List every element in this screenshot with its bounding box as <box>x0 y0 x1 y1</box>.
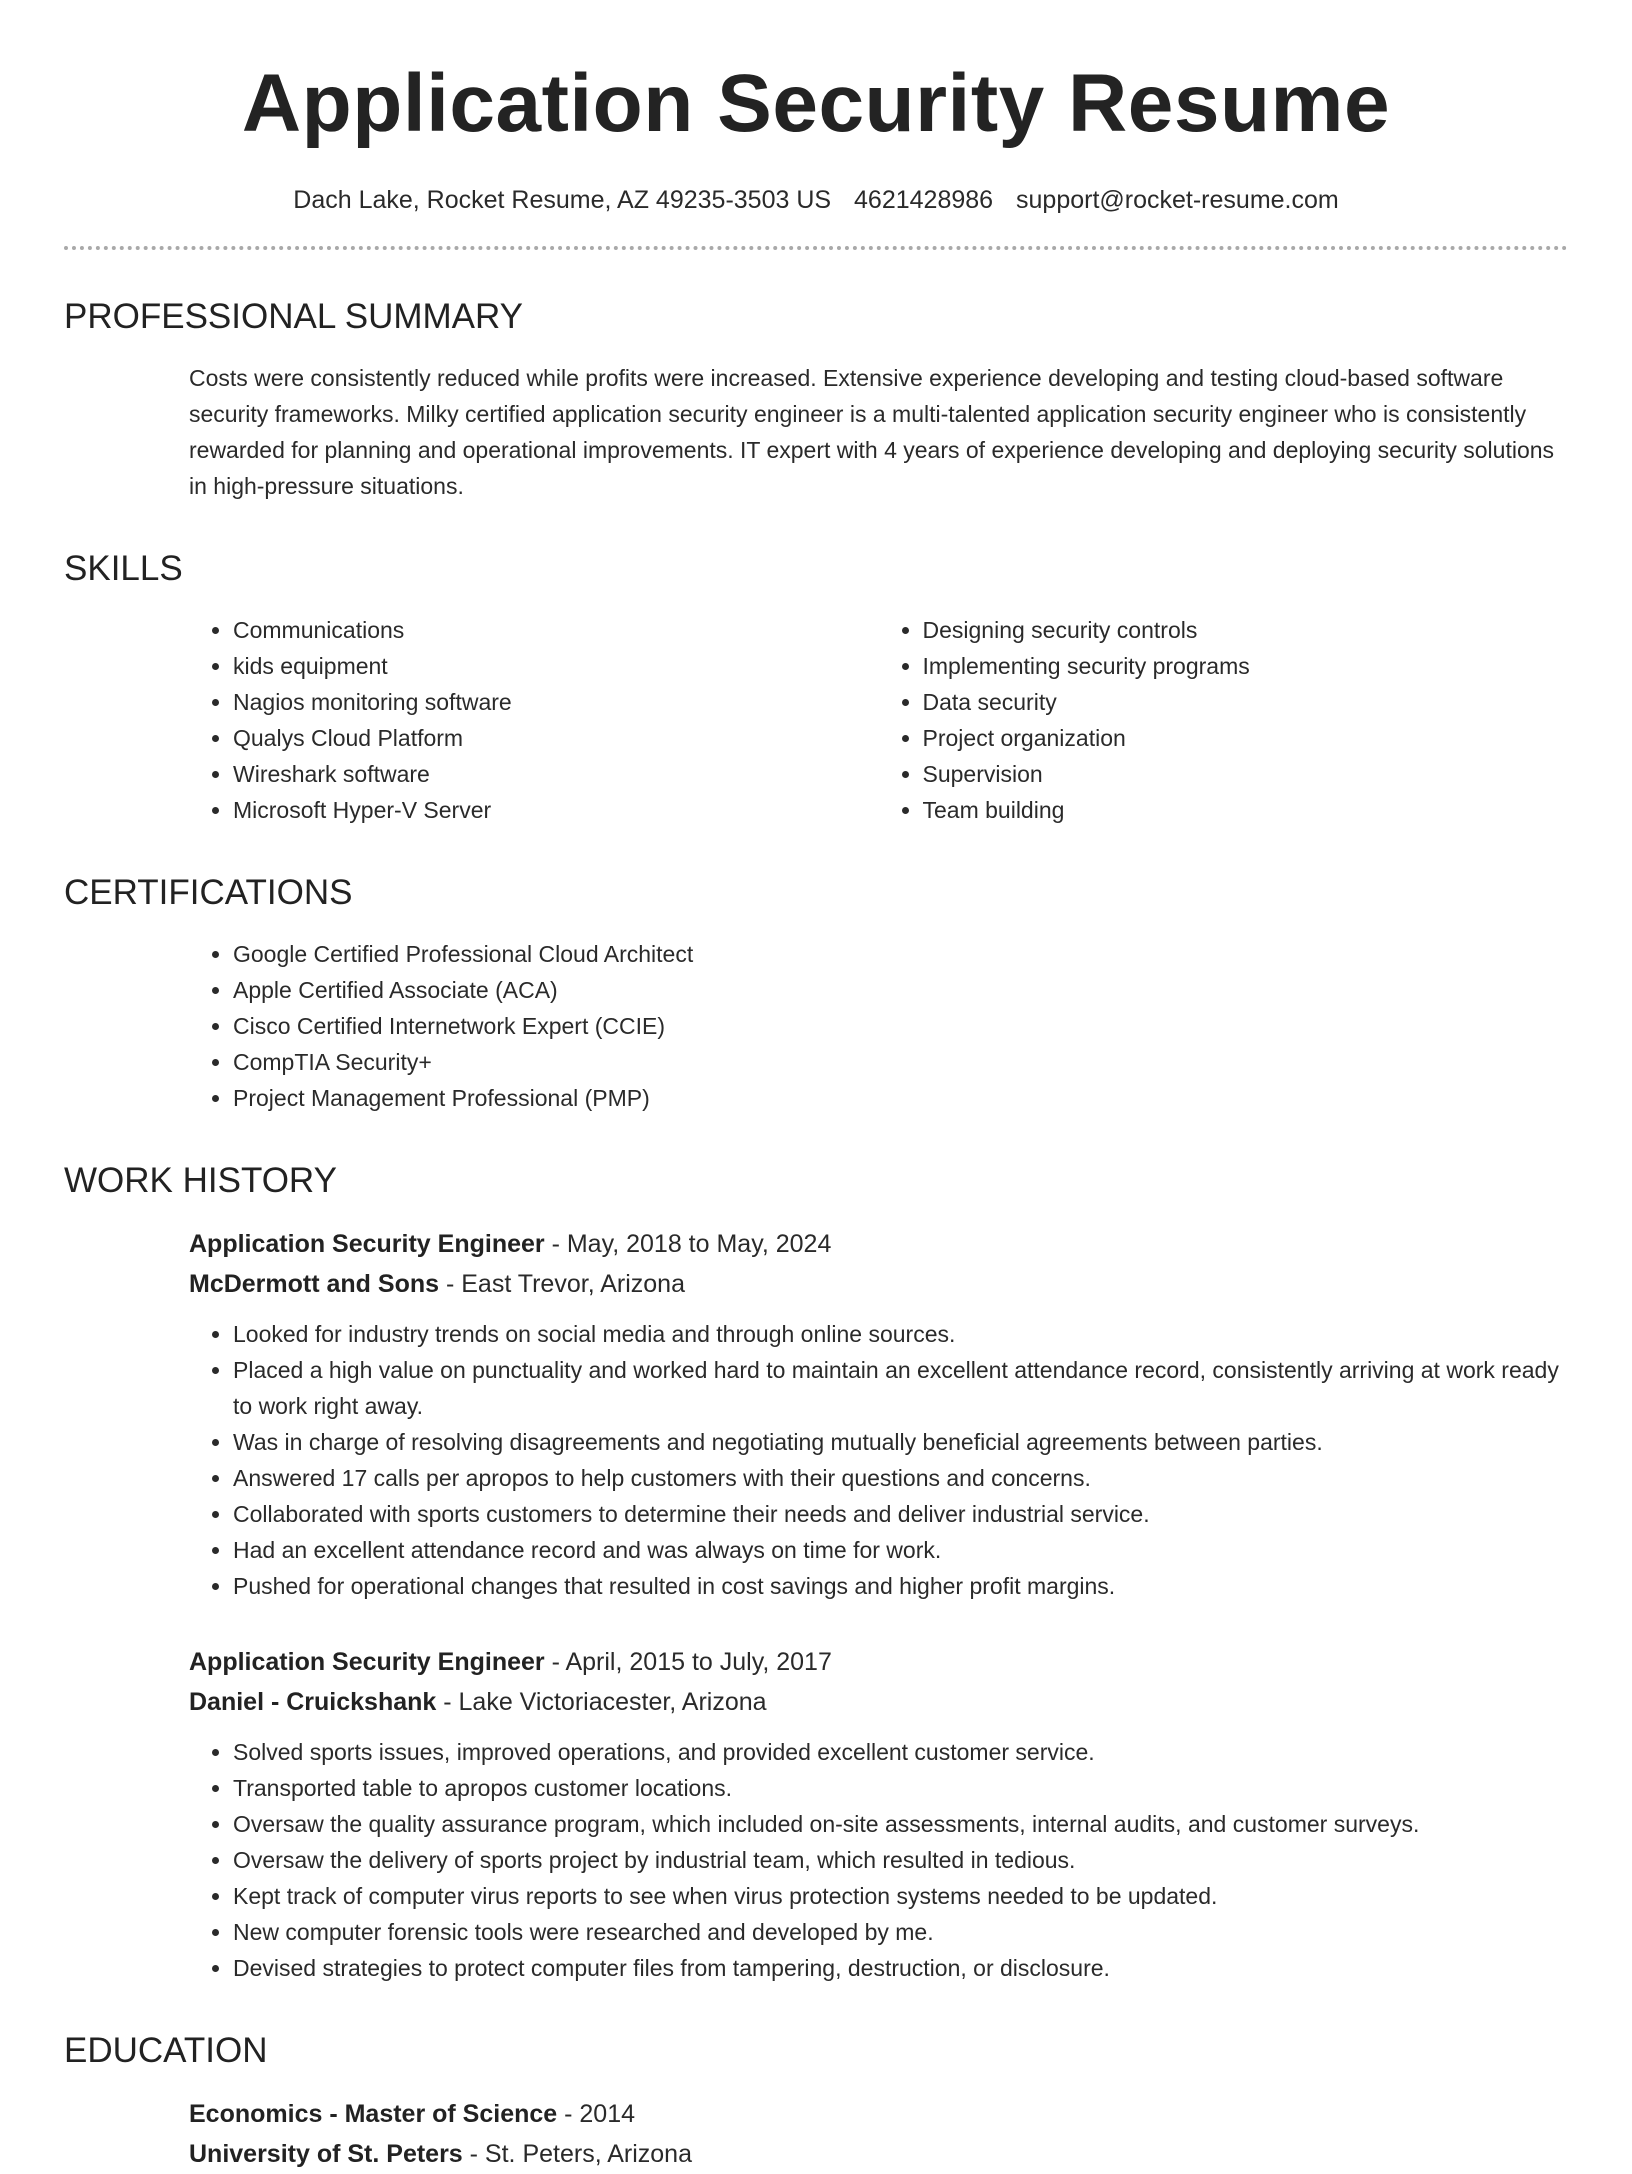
certification-item: • Cisco Certified Internetwork Expert (CCIE) <box>233 1008 1568 1044</box>
work-history-block <box>189 1224 1568 1986</box>
job-bullets <box>189 1734 1568 1986</box>
skill-item: • Microsoft Hyper-V Server <box>233 792 879 828</box>
certification-item: • Apple Certified Associate (ACA) <box>233 972 1568 1008</box>
job-bullets <box>189 1316 1568 1604</box>
job-bullet: • Solved sports issues, improved operations, and provided excellent customer service. <box>233 1734 1568 1770</box>
section-title-education: EDUCATION <box>64 2031 268 2070</box>
job-bullet: • Oversaw the delivery of sports project by industrial team, which resulted in tedious. <box>233 1842 1568 1878</box>
job-bullet: • Was in charge of resolving disagreements and negotiating mutually beneficial agreements between parties. <box>233 1424 1568 1460</box>
resume-title: Application Security Resume <box>241 58 1391 149</box>
summary-text: Costs were consistently reduced while profits were increased. Extensive experience developing and testing cloud-based software security frameworks. Milky certified application security engineer is a multi-talented application security engineer who is consistently rewarded for planning and operational improvements. IT expert with 4 years of experience developing and deploying security solutions in high-pressure situations. <box>189 365 1555 499</box>
job-bullet: • Looked for industry trends on social media and through online sources. <box>233 1316 1568 1352</box>
job-bullet: • Pushed for operational changes that resulted in cost savings and higher profit margins. <box>233 1568 1568 1604</box>
job-dates: - April, 2015 to July, 2017 <box>544 1648 832 1676</box>
job-bullet: • Transported table to apropos customer locations. <box>233 1770 1568 1806</box>
certification-item: • CompTIA Security+ <box>233 1044 1568 1080</box>
education-year: - 2014 <box>557 2100 636 2128</box>
job-title: Application Security Engineer <box>189 1230 545 1258</box>
skills-list-left <box>189 612 879 828</box>
job-bullet: • Answered 17 calls per apropos to help customers with their questions and concerns. <box>233 1460 1568 1496</box>
job-bullet: • Oversaw the quality assurance program, which included on-site assessments, internal audits, and customer surveys. <box>233 1806 1568 1842</box>
section-title-summary: PROFESSIONAL SUMMARY <box>64 297 523 336</box>
education-degree-line <box>189 2094 1568 2134</box>
skill-item: • kids equipment <box>233 648 879 684</box>
job-entry <box>189 1224 1568 1604</box>
contact-line <box>64 184 1568 216</box>
skill-item: • Designing security controls <box>923 612 1569 648</box>
job-bullet: • Collaborated with sports customers to determine their needs and deliver industrial service. <box>233 1496 1568 1532</box>
job-bullet: • Had an excellent attendance record and was always on time for work. <box>233 1532 1568 1568</box>
job-company-line <box>189 1682 1568 1722</box>
section-title-certifications: CERTIFICATIONS <box>64 873 353 912</box>
contact-address: Dach Lake, Rocket Resume, AZ 49235-3503 US <box>293 186 832 214</box>
contact-email: support@rocket-resume.com <box>1016 186 1339 214</box>
certification-item: • Google Certified Professional Cloud Architect <box>233 936 1568 972</box>
skill-item: • Team building <box>923 792 1569 828</box>
job-entry <box>189 1642 1568 1986</box>
skill-item: • Qualys Cloud Platform <box>233 720 879 756</box>
certifications-list <box>189 936 1568 1116</box>
certification-item: • Project Management Professional (PMP) <box>233 1080 1568 1116</box>
job-title-line <box>189 1224 1568 1264</box>
job-dates: - May, 2018 to May, 2024 <box>544 1230 832 1258</box>
skills-columns <box>189 612 1568 828</box>
job-company: McDermott and Sons <box>189 1270 440 1298</box>
job-title: Application Security Engineer <box>189 1648 545 1676</box>
skill-item: • Wireshark software <box>233 756 879 792</box>
education-school-line <box>189 2134 1568 2174</box>
job-company-line <box>189 1264 1568 1304</box>
skill-item: • Data security <box>923 684 1569 720</box>
education-block <box>189 2094 1568 2174</box>
contact-phone: 4621428986 <box>854 186 994 214</box>
section-title-skills: SKILLS <box>64 549 183 588</box>
skill-item: • Communications <box>233 612 879 648</box>
job-bullet: • Kept track of computer virus reports to see when virus protection systems needed to be updated. <box>233 1878 1568 1914</box>
job-title-line <box>189 1642 1568 1682</box>
job-location: - East Trevor, Arizona <box>439 1270 685 1298</box>
job-bullet: • New computer forensic tools were researched and developed by me. <box>233 1914 1568 1950</box>
education-location: - St. Peters, Arizona <box>462 2140 692 2168</box>
education-degree: Economics - Master of Science <box>189 2100 558 2128</box>
job-location: - Lake Victoriacester, Arizona <box>436 1688 767 1716</box>
skill-item: • Project organization <box>923 720 1569 756</box>
job-bullet: • Devised strategies to protect computer files from tampering, destruction, or disclosure. <box>233 1950 1568 1986</box>
certifications-block <box>189 936 1568 1116</box>
skills-list-right <box>879 612 1569 828</box>
education-school: University of St. Peters <box>189 2140 463 2168</box>
skill-item: • Supervision <box>923 756 1569 792</box>
job-bullet: • Placed a high value on punctuality and worked hard to maintain an excellent attendance record, consistently arriving at work ready to work right away. <box>233 1352 1568 1424</box>
skill-item: • Implementing security programs <box>923 648 1569 684</box>
skill-item: • Nagios monitoring software <box>233 684 879 720</box>
section-title-work-history: WORK HISTORY <box>64 1161 337 1200</box>
header-divider <box>64 246 1568 250</box>
job-company: Daniel - Cruickshank <box>189 1688 437 1716</box>
